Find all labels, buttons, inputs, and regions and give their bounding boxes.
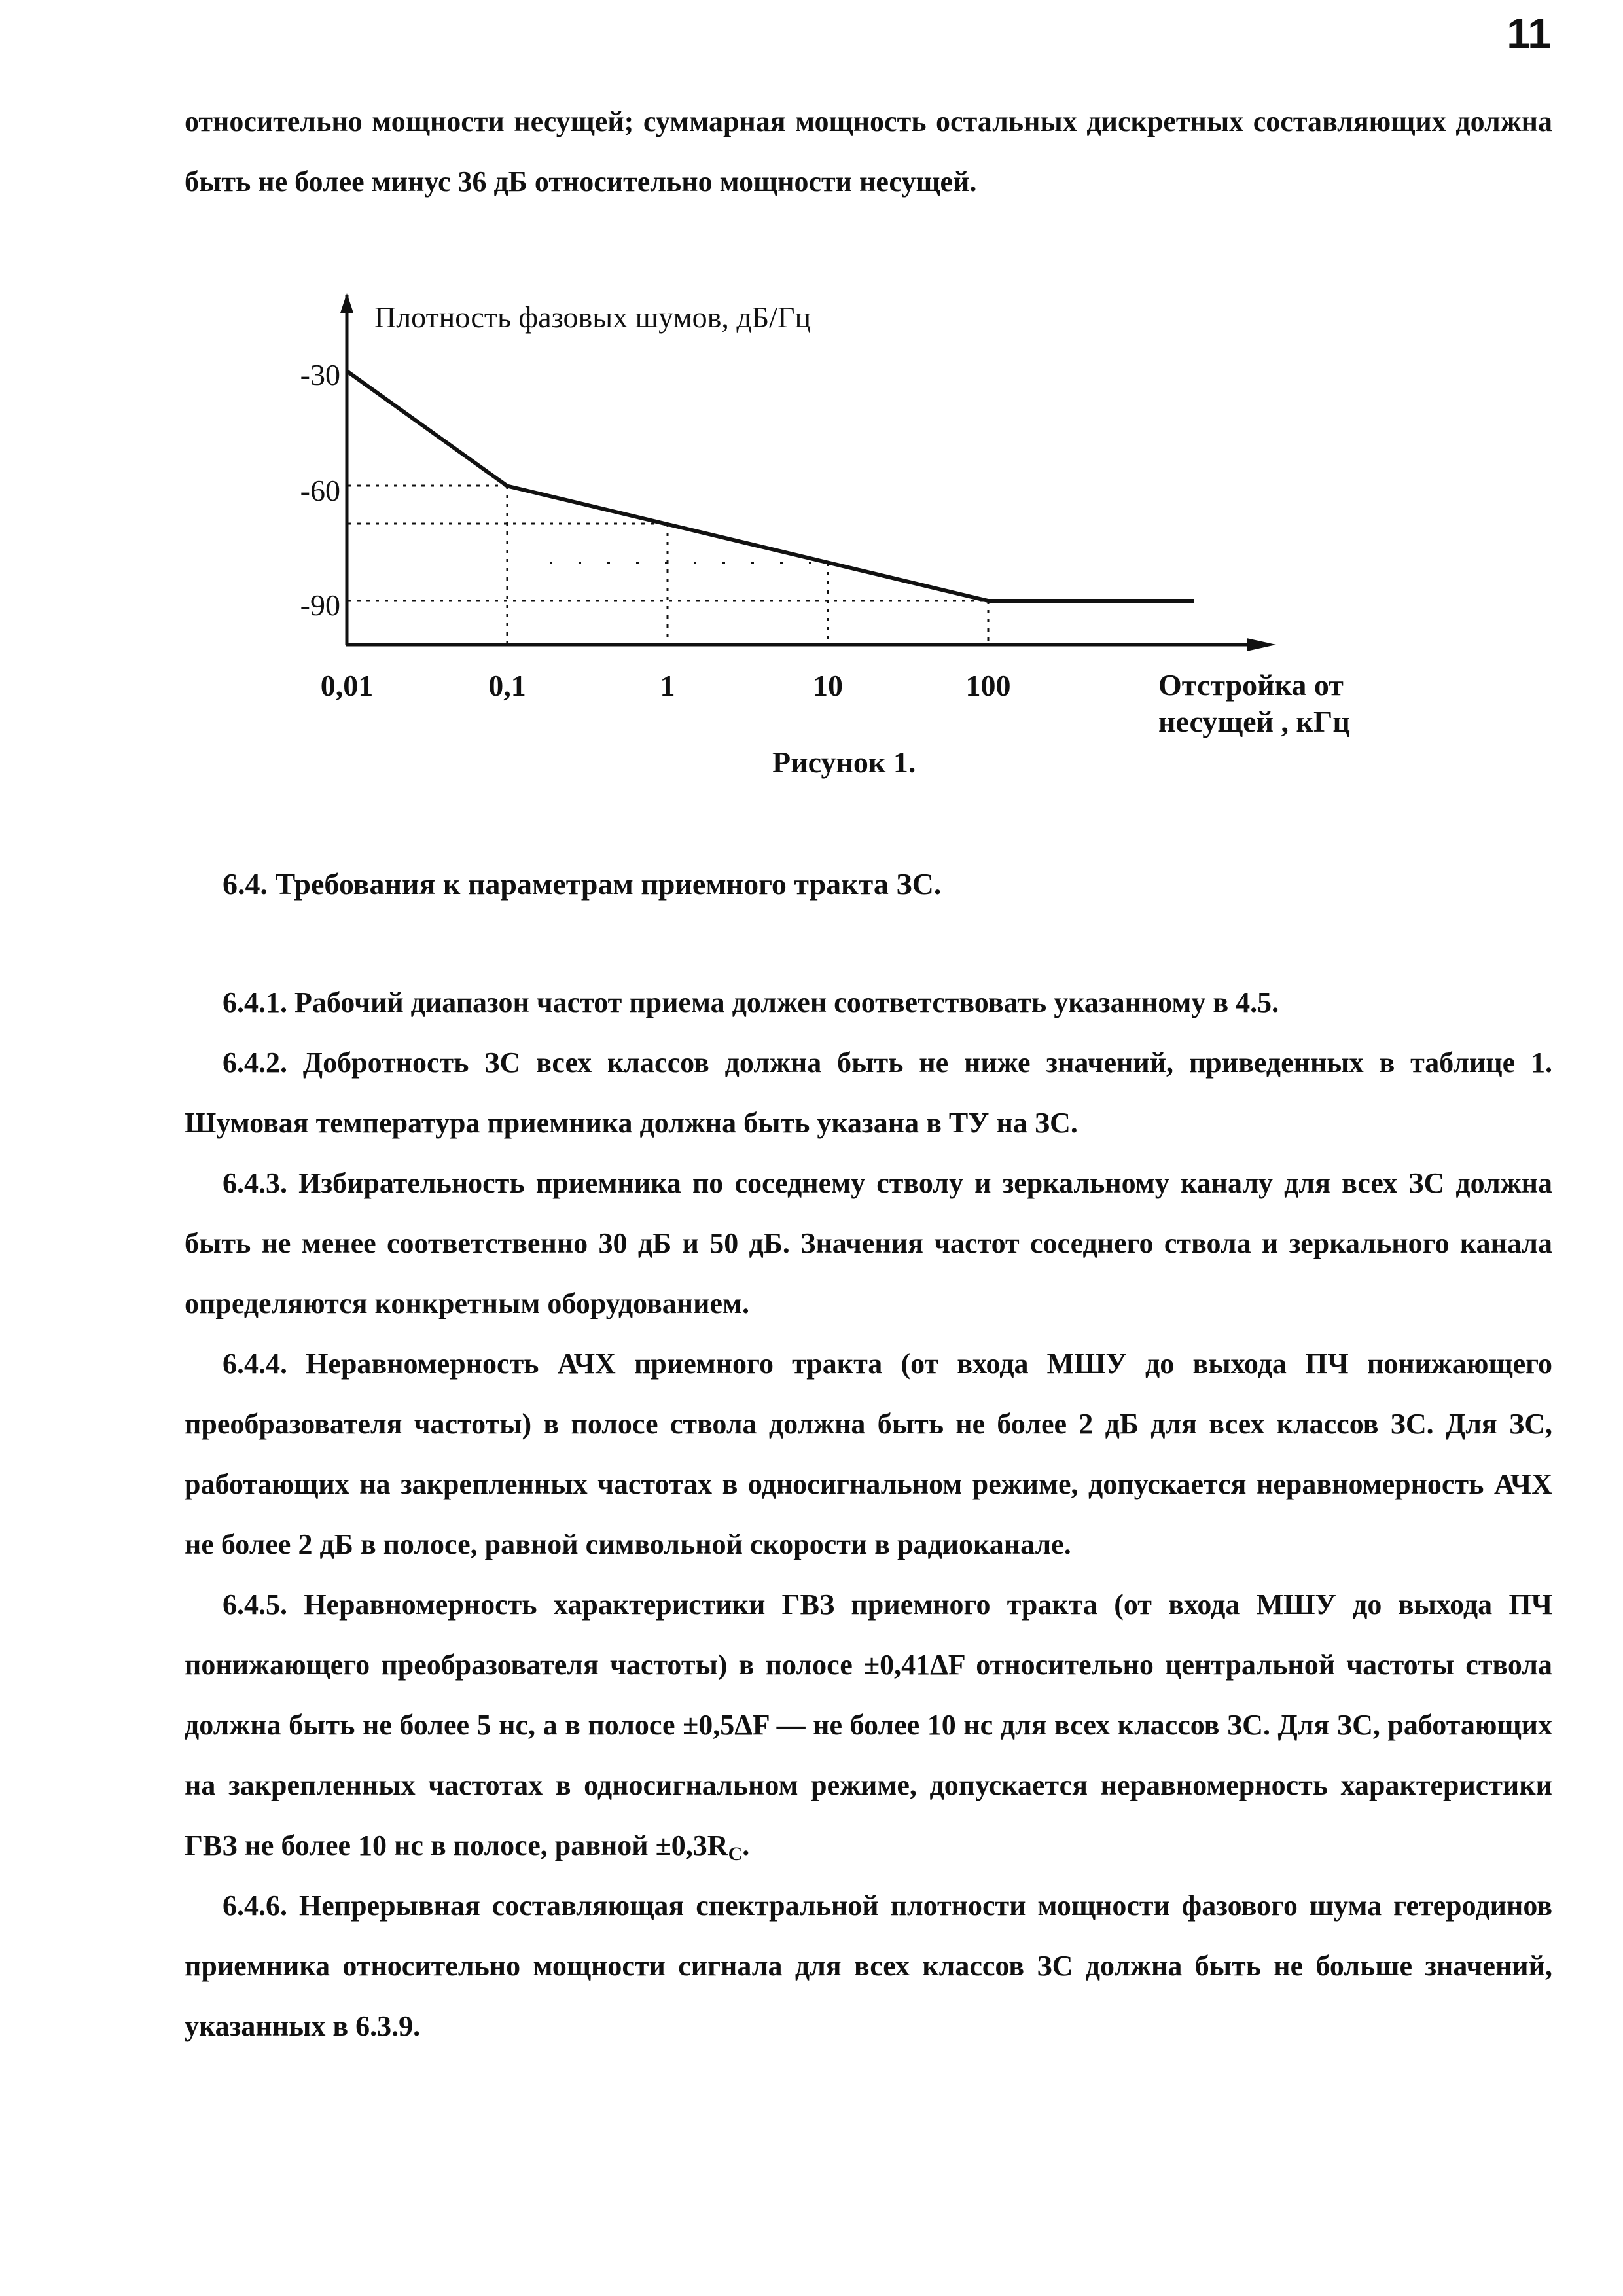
y-axis-arrow [340,293,353,313]
y-axis-label: Плотность фазовых шумов, дБ/Гц [374,300,812,334]
clause-6-4-5-tail: . [742,1829,750,1861]
chart-svg [0,0,1623,851]
x-tick-label-01: 0,1 [488,669,526,702]
x-tick-label-001: 0,01 [320,669,374,702]
section-heading: 6.4. Требования к параметрам приемного тракта ЗС. [223,867,942,901]
intro-text: относительно мощности несущей; суммарная мощность остальных дискретных составляющих должна быть не более минус 36 дБ относительно мощности несущей. [185,105,1552,198]
clause-6-4-3: 6.4.3. Избирательность приемника по соседнему стволу и зеркальному каналу для всех ЗС должна быть не менее соответственно 30 дБ и 50 дБ. Значения частот соседнего ствола и зеркального канала определяются конкретным оборудованием. [185,1167,1552,1319]
x-axis-arrow [1247,638,1276,651]
clause-6-4-1: 6.4.1. Рабочий диапазон частот приема должен соответствовать указанному в 4.5. [223,986,1279,1018]
y-tick-label-60: -60 [300,474,340,507]
x-tick-label-100: 100 [965,669,1011,702]
clause-6-4-5 [185,1575,1552,1876]
x-tick-label-10: 10 [813,669,843,702]
y-tick-label-90: -90 [300,588,340,622]
clauses-list [185,973,1552,2056]
x-axis-label-line2: несущей , кГц [1158,705,1350,738]
clause-6-4-2: 6.4.2. Добротность ЗС всех классов должна быть не ниже значений, приведенных в таблице 1. Шумовая температура приемника должна быть указана в ТУ на ЗС. [185,1047,1552,1139]
y-tick-label-30: -30 [300,358,340,391]
x-tick-label-1: 1 [660,669,675,702]
x-axis-label-line1: Отстройка от [1158,668,1344,702]
series-line [347,371,1194,601]
clause-6-4-6: 6.4.6. Непрерывная составляющая спектральной плотности мощности фазового шума гетеродинов приемника относительно мощности сигнала для всех классов ЗС должна быть не больше значений, указанных в 6.3.9. [185,1890,1552,2042]
figure-caption: Рисунок 1. [772,745,916,779]
clause-6-4-5-subscript: C [728,1843,743,1865]
page-number: 11 [1507,10,1551,57]
clause-6-4-5-text: 6.4.5. Неравномерность характеристики ГВЗ приемного тракта (от входа МШУ до выхода ПЧ понижающего преобразователя частоты) в полосе ±0,41ΔF относительно центральной частоты ствола должна быть не более 5 нс, а в полосе ±0,5ΔF — не более 10 нс для всех классов ЗС. Для ЗС, работающих на закрепленных частотах в односигнальном режиме, допускается неравномерность характеристики ГВЗ не более 10 нс в полосе, равной ±0,3R [185,1588,1552,1861]
phase-noise-chart [0,0,1623,851]
clause-6-4-4: 6.4.4. Неравномерность АЧХ приемного тракта (от входа МШУ до выхода ПЧ понижающего преобразователя частоты) в полосе ствола должна быть не более 2 дБ для всех классов ЗС. Для ЗС, работающих на закрепленных частотах в односигнальном режиме, допускается неравномерность АЧХ не более 2 дБ в полосе, равной символьной скорости в радиоканале. [185,1348,1552,1560]
